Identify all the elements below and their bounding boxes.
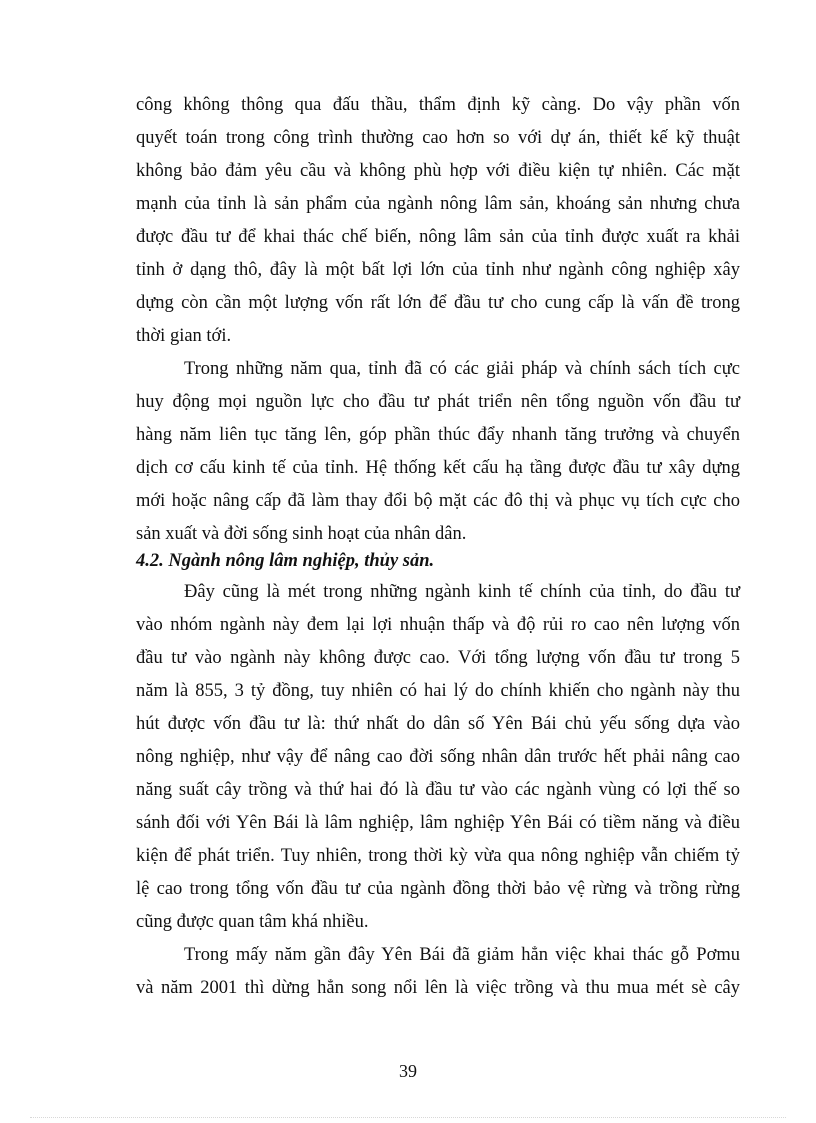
paragraph-line: hàng năm liên tục tăng lên, góp phần thúc đẩy nhanh tăng trưởng và chuyển xyxy=(136,425,740,445)
paragraph-line: năm là 855, 3 tỷ đồng, tuy nhiên có hai lý do chính khiến cho ngành này thu xyxy=(136,681,740,701)
paragraph-line: và năm 2001 thì dừng hẳn song nổi lên là việc trồng và thu mua mét sè cây xyxy=(136,978,740,998)
paragraph-line: dựng còn cần một lượng vốn rất lớn để đầu tư cho cung cấp là vấn đề trong xyxy=(136,293,740,313)
paragraph-line: Đây cũng là mét trong những ngành kinh tế chính của tỉnh, do đầu tư xyxy=(184,582,740,602)
paragraph-line: công không thông qua đấu thầu, thẩm định kỹ càng. Do vậy phần vốn xyxy=(136,95,740,115)
paragraph-line: tỉnh ở dạng thô, đây là một bất lợi lớn của tỉnh như ngành công nghiệp xây xyxy=(136,260,740,280)
paragraph-line: năng suất cây trồng và thứ hai đó là đầu tư vào các ngành vùng có lợi thế so xyxy=(136,780,740,800)
paragraph-line: quyết toán trong công trình thường cao hơn so với dự án, thiết kế kỹ thuật xyxy=(136,128,740,148)
page-number: 39 xyxy=(399,1061,417,1081)
footer-divider xyxy=(30,1117,786,1118)
paragraph-line: đầu tư vào ngành này không được cao. Với tổng lượng vốn đầu tư trong 5 xyxy=(136,648,740,668)
paragraph-line: mạnh của tỉnh là sản phẩm của ngành nông lâm sản, khoáng sản nhưng chưa xyxy=(136,194,740,214)
paragraph-line: huy động mọi nguồn lực cho đầu tư phát triển nên tổng nguồn vốn đầu tư xyxy=(136,392,740,412)
paragraph-line: Trong những năm qua, tỉnh đã có các giải pháp và chính sách tích cực xyxy=(184,359,740,379)
paragraph-line: nông nghiệp, như vậy để nâng cao đời sống nhân dân trước hết phải nâng cao xyxy=(136,747,740,767)
paragraph-line: vào nhóm ngành này đem lại lợi nhuận thấp và độ rủi ro cao nên lượng vốn xyxy=(136,615,740,635)
paragraph-line: mới hoặc nâng cấp đã làm thay đổi bộ mặt các đô thị và phục vụ tích cực cho xyxy=(136,491,740,511)
paragraph-line: hút được vốn đầu tư là: thứ nhất do dân số Yên Bái chủ yếu sống dựa vào xyxy=(136,714,740,734)
paragraph-line: cũng được quan tâm khá nhiều. xyxy=(136,912,369,932)
paragraph-line: kiện để phát triển. Tuy nhiên, trong thời kỳ vừa qua nông nghiệp vẫn chiếm tỷ xyxy=(136,846,740,866)
paragraph-line: sản xuất và đời sống sinh hoạt của nhân dân. xyxy=(136,524,467,544)
paragraph-line: dịch cơ cấu kinh tế của tỉnh. Hệ thống kết cấu hạ tầng được đầu tư xây dựng xyxy=(136,458,740,478)
paragraph-line: thời gian tới. xyxy=(136,326,232,346)
paragraph-line: không bảo đảm yêu cầu và không phù hợp với điều kiện tự nhiên. Các mặt xyxy=(136,161,740,181)
paragraph-line: lệ cao trong tổng vốn đầu tư của ngành đồng thời bảo vệ rừng và trồng rừng xyxy=(136,879,740,899)
paragraph-line: Trong mấy năm gần đây Yên Bái đã giảm hẳn việc khai thác gỗ Pơmu xyxy=(184,945,740,965)
paragraph-line: sánh đối với Yên Bái là lâm nghiệp, lâm nghiệp Yên Bái có tiềm năng và điều xyxy=(136,813,740,833)
section-heading: 4.2. Ngành nông lâm nghiệp, thủy sản. xyxy=(136,551,435,571)
paragraph-line: được đầu tư để khai thác chế biến, nông lâm sản của tỉnh được xuất ra khải xyxy=(136,227,740,247)
